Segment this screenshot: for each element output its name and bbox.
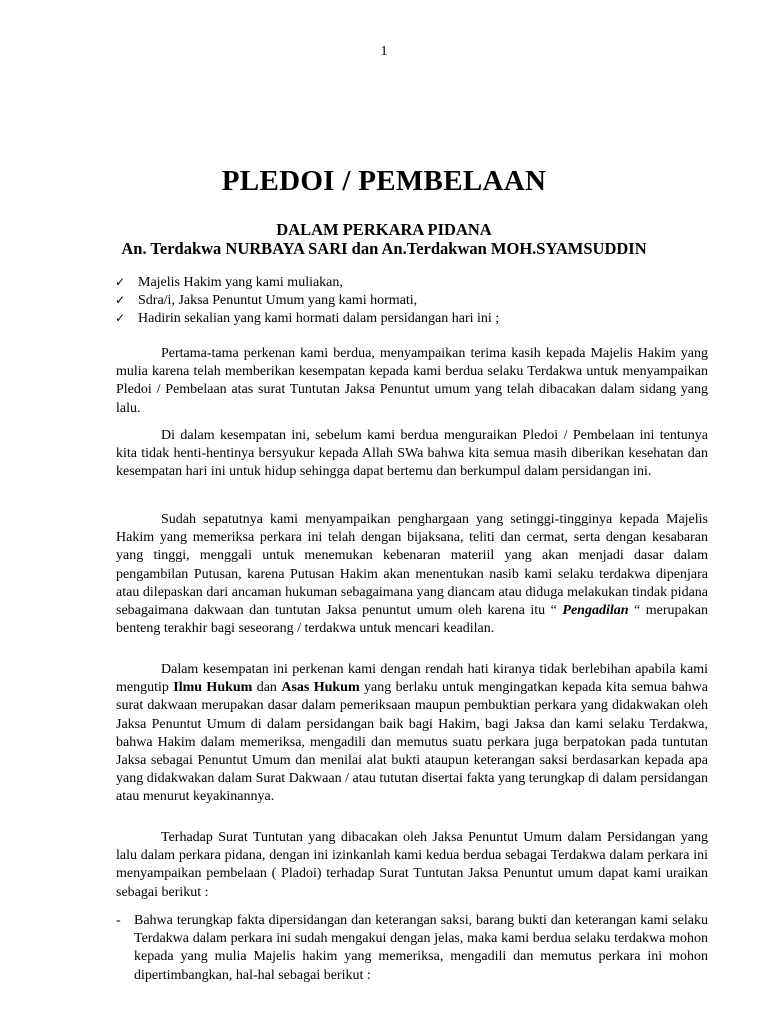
paragraph-text: yang berlaku untuk mengingatkan kepada kita semua bahwa surat dakwaan merupakan dasar dalam pemeriksaan maupun pembuktian perkara yang didakwakan oleh Jaksa Penuntut Umum di dalam persidangan baik bagi Hakim, bagi Jaksa dan kami selaku Terdakwa, bahwa Hakim dalam memeriksa, mengadili dan memutus suatu perkara juga berpatokan pada tuntutan Jaksa sebagai Penuntut Umum dan menilai alat bukti ataupun keterangan saksi berdasarkan kepada apa yang didakwakan dalam Surat Dakwaan / atau tututan disertai fakta yang terungkap di dalam persidangan atau menurut keyakinannya. [116, 680, 708, 805]
greeting-text: Sdra/i, Jaksa Penuntut Umum yang kami hormati, [138, 293, 418, 308]
paragraph-gratitude [116, 427, 708, 482]
document-title: PLEDOI / PEMBELAAN [221, 165, 547, 197]
list-item [115, 309, 715, 327]
greetings-list [115, 273, 715, 327]
paragraph-text: Pertama-tama perkenan kami berdua, menyampaikan terima kasih kepada Majelis Hakim yang mulia karena telah memberikan kesempatan kepada kami berdua selaku Terdakwa untuk menyampaikan Pledoi / Pembelaan atas surat Tuntutan Jaksa Penuntut umum yang telah dibacakan dalam sidang yang lalu. [116, 346, 708, 416]
paragraph-text: dan [252, 680, 282, 696]
greeting-text: Majelis Hakim yang kami muliakan, [138, 275, 343, 290]
paragraph-text: Terhadap Surat Tuntutan yang dibacakan oleh Jaksa Penuntut Umum dalam Persidangan yang lalu dalam perkara pidana, dengan ini izinkanlah kami kedua berdua sebagai Terdakwa dalam perkara ini menyampaikan pembelaan ( Pladoi) terhadap Surat Tuntutan Jaksa Penuntut umum dapat kami uraikan sebagai berikut : [116, 830, 708, 900]
page-number: 1 [380, 44, 388, 59]
check-mark-icon: ✓ [115, 293, 126, 307]
paragraph-appreciation [116, 511, 708, 638]
list-item [115, 291, 715, 309]
paragraph-opening [116, 345, 708, 418]
dash-bullet: - [116, 913, 121, 928]
paragraph-text: Dalam kesempatan ini perkenan kami dengan rendah hati kiranya tidak berlebihan apabila kami mengutip [116, 662, 708, 696]
list-item [115, 273, 715, 291]
defense-point-text: Bahwa terungkap fakta dipersidangan dan keterangan saksi, barang bukti dan keterangan kami selaku Terdakwa dalam perkara ini sudah mengakui dengan jelas, maka kami berdua selaku terdakwa mohon kepada yang mulia Majelis hakim yang memeriksa, mengadili dan memutus perkara ini mohon dipertimbangkan, hal-hal sebagai berikut : [134, 913, 708, 983]
case-subtitle: DALAM PERKARA PIDANA [276, 220, 492, 239]
paragraph-legal-basis [116, 661, 708, 807]
paragraph-defense-intro [116, 829, 708, 902]
paragraph-text: Sudah sepatutnya kami menyampaikan penghargaan yang setinggi-tingginya kepada Majelis Hakim yang memeriksa perkara ini telah dengan bijaksana, teliti dan cermat, serta dengan kesabaran yang tinggi, menggali untuk menemukan kebenaran materiil yang akan menjadi dasar dalam pengambilan Putusan, karena Putusan Hakim akan menentukan nasib kami selaku terdakwa dipenjara atau dilepaskan dari ancaman hukuman sebagaimana yang diancam atau diduga melakukan tindak pidana sebagaimana dakwaan dan tuntutan Jaksa penuntut umum oleh karena itu “ [116, 512, 708, 619]
check-mark-icon: ✓ [115, 275, 126, 289]
paragraph-text: Di dalam kesempatan ini, sebelum kami berdua menguraikan Pledoi / Pembelaan ini tentunya kita tidak henti-hentinya bersyukur kepada Allah SWa bahwa kita semua masih diberikan kesehatan dan kesempatan hari ini untuk hidup sehingga dapat bertemu dan berkumpul dalam persidangan ini. [116, 428, 708, 480]
defense-point [116, 912, 708, 985]
bold-ilmu-hukum: Ilmu Hukum [173, 680, 253, 696]
paragraph-text: “ merupakan benteng terakhir bagi seseorang / terdakwa untuk mencari keadilan. [116, 603, 708, 637]
greeting-text: Hadirin sekalian yang kami hormati dalam persidangan hari ini ; [138, 311, 500, 326]
emphasis-pengadilan: Pengadilan [562, 603, 629, 619]
bold-asas-hukum: Asas Hukum [281, 680, 360, 696]
defendants-line: An. Terdakwa NURBAYA SARI dan An.Terdakwan MOH.SYAMSUDDIN [121, 239, 647, 258]
check-mark-icon: ✓ [115, 311, 126, 325]
